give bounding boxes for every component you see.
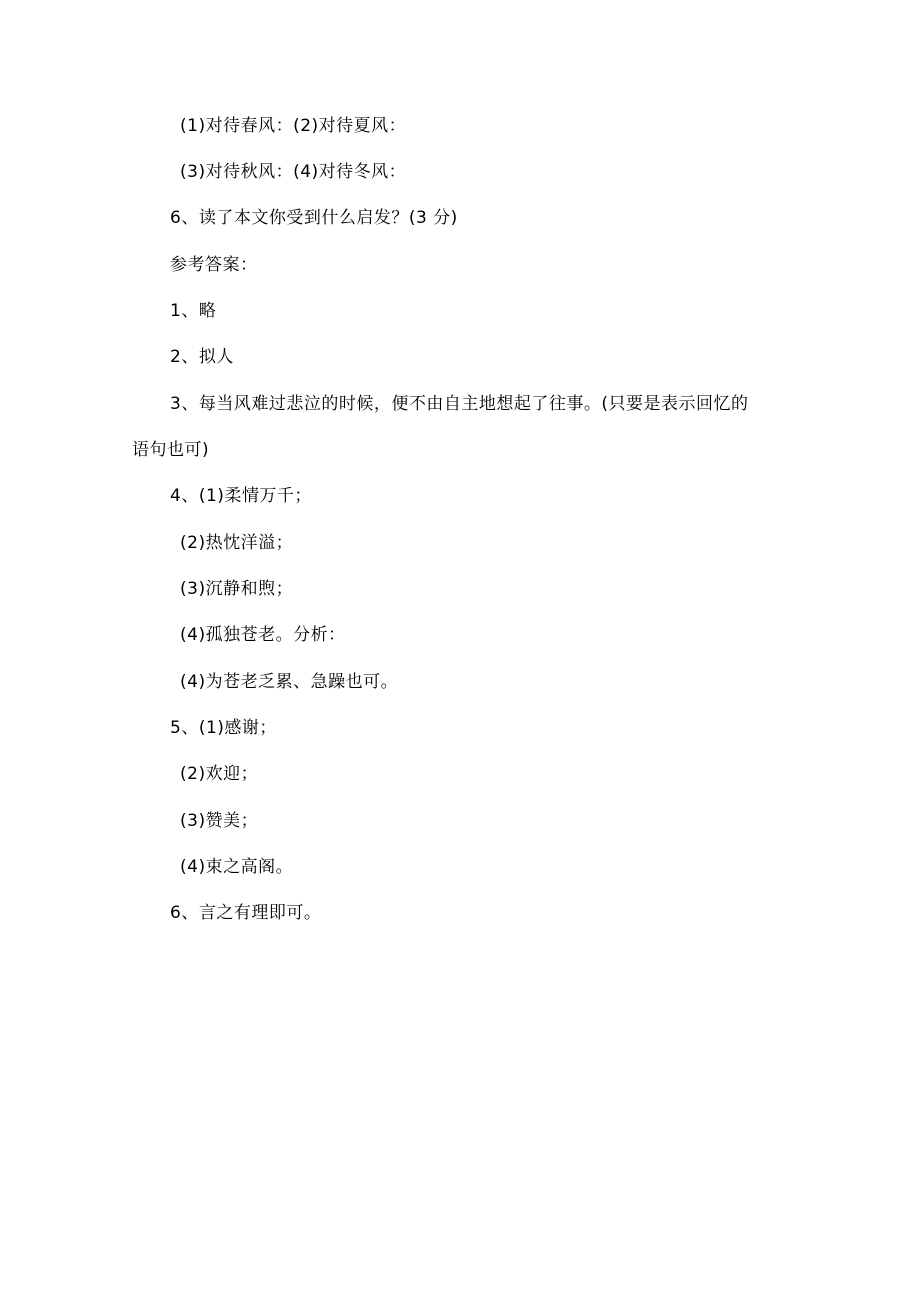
answer-2: 2、拟人 xyxy=(170,347,234,367)
answer-5-item-1: 5、(1)感谢； xyxy=(170,718,277,738)
answer-5-item-2: (2)欢迎； xyxy=(180,764,259,784)
answer-3-line-2: 语句也可) xyxy=(132,440,210,460)
answer-4-analysis: (4)为苍老乏累、急躁也可。 xyxy=(180,672,399,692)
answer-1: 1、略 xyxy=(170,301,217,321)
answer-4-item-4: (4)孤独苍老。分析： xyxy=(180,625,346,645)
answer-6: 6、言之有理即可。 xyxy=(170,903,322,923)
answer-5-item-4: (4)束之高阁。 xyxy=(180,857,294,877)
answer-4-item-3: (3)沉静和煦； xyxy=(180,579,294,599)
answer-3-line-1: 3、每当风难过悲泣的时候，便不由自主地想起了往事。(只要是表示回忆的 xyxy=(170,394,749,414)
answer-4-item-1: 4、(1)柔情万千； xyxy=(170,486,312,506)
question-5-line-1: (1)对待春风：(2)对待夏风： xyxy=(180,116,407,136)
answer-5-item-3: (3)赞美； xyxy=(180,811,259,831)
question-5-line-2: (3)对待秋风：(4)对待冬风： xyxy=(180,162,407,182)
answer-4-item-2: (2)热忱洋溢； xyxy=(180,533,294,553)
question-6: 6、读了本文你受到什么启发？(3 分) xyxy=(170,208,458,228)
answer-key-heading: 参考答案： xyxy=(170,255,258,275)
